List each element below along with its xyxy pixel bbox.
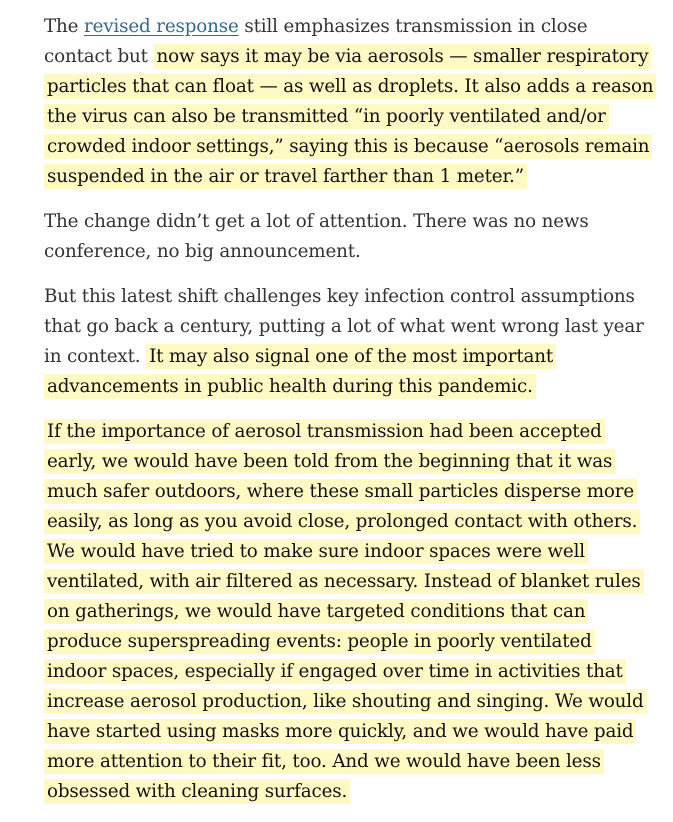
paragraph-change-attention [44, 207, 656, 267]
paragraph-1-lead: The [44, 16, 84, 37]
paragraph-4-highlight: If the importance of aerosol transmission had been accepted early, we would have been told from the beginning that it was much safer outdoors, where these small particles disperse more easily, as long as you avoid close, prolonged contact with others. We would have tried to make sure indoor spaces were well ventilated, with air filtered as necessary. Instead of blanket rules on gatherings, we would have targeted conditions that can produce superspreading events: people in poorly ventilated indoor spaces, especially if engaged over time in activities that increase aerosol production, like shouting and singing. We would have started using masks more quickly, and we would have paid more attention to their fit, too. And we would have been less obsessed with cleaning surfaces. [44, 419, 647, 804]
article-body [44, 12, 656, 822]
paragraph-3-plain: But this latest shift challenges key infection control assumptions that go back a century, putting a lot of what went wrong last year in context. [44, 286, 644, 367]
paragraph-latest-shift [44, 282, 656, 402]
paragraph-3-highlight: It may also signal one of the most important advancements in public health during this pandemic. [44, 344, 556, 399]
paragraph-revised-response [44, 12, 656, 192]
paragraph-2-text: The change didn’t get a lot of attention. There was no news conference, no big announcement. [44, 211, 589, 262]
paragraph-1-plain: still emphasizes transmission in close contact but [44, 16, 588, 67]
paragraph-1-highlight: now says it may be via aerosols — smaller respiratory particles that can float — as well as droplets. It also adds a reason the virus can also be transmitted “in poorly ventilated and/or crowded indoor settings,” saying this is because “aerosols remain suspended in the air or travel farther than 1 meter.” [44, 44, 656, 189]
paragraph-aerosol-importance [44, 417, 656, 807]
revised-response-link[interactable]: revised response [84, 16, 239, 37]
